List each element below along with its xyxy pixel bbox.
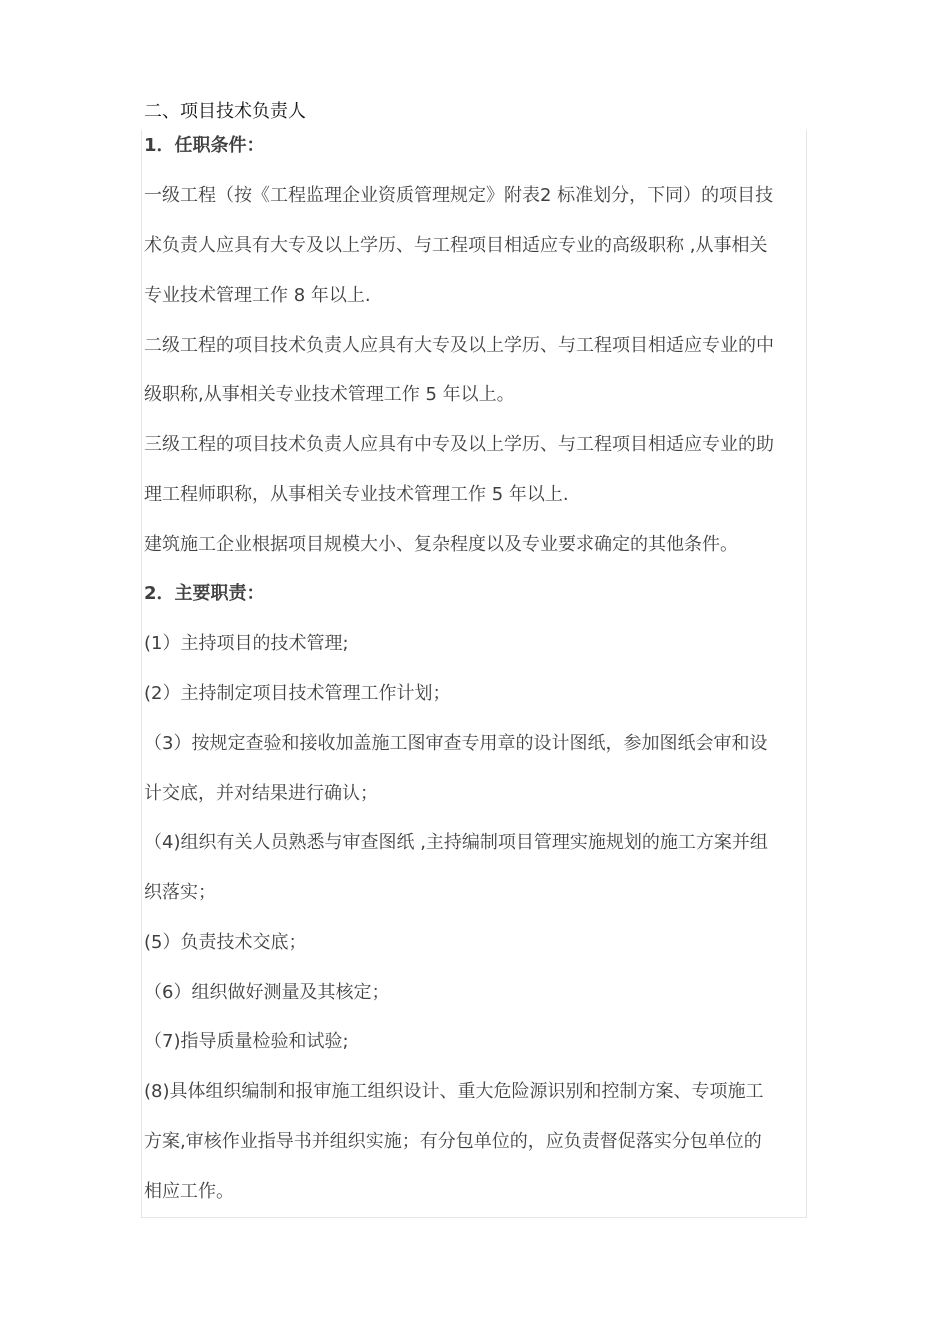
list-item: 计交底，并对结果进行确认；	[144, 783, 378, 804]
list-item: 相应工作。	[144, 1181, 234, 1202]
paragraph-line: 三级工程的项目技术负责人应具有中专及以上学历、与工程项目相适应专业的助	[144, 434, 774, 455]
list-item: （6）组织做好测量及其核定；	[144, 982, 390, 1003]
paragraph-line: 术负责人应具有大专及以上学历、与工程项目相适应专业的高级职称 ,从事相关	[144, 235, 768, 256]
list-item: (2）主持制定项目技术管理工作计划；	[144, 683, 451, 704]
list-item: (5）负责技术交底；	[144, 932, 307, 953]
paragraph-line: 理工程师职称，从事相关专业技术管理工作 5 年以上.	[144, 484, 569, 505]
paragraph-line: 级职称,从事相关专业技术管理工作 5 年以上。	[144, 384, 515, 405]
list-item: (8)具体组织编制和报审施工组织设计、重大危险源识别和控制方案、专项施工	[144, 1081, 764, 1102]
list-item: （7)指导质量检验和试验;	[144, 1031, 349, 1052]
page-heading: 二、项目技术负责人	[144, 101, 306, 122]
paragraph-line: 一级工程（按《工程监理企业资质管理规定》附表2 标准划分，下同）的项目技	[144, 185, 774, 206]
paragraph-line: 建筑施工企业根据项目规模大小、复杂程度以及专业要求确定的其他条件。	[144, 534, 738, 555]
section-title-qualifications: 1．任职条件：	[144, 135, 265, 156]
list-item: 方案,审核作业指导书并组织实施；有分包单位的，应负责督促落实分包单位的	[144, 1131, 762, 1152]
list-item: 织落实；	[144, 882, 216, 903]
list-item: (1）主持项目的技术管理;	[144, 633, 349, 654]
list-item: （3）按规定查验和接收加盖施工图审查专用章的设计图纸，参加图纸会审和设	[144, 733, 768, 754]
paragraph-line: 专业技术管理工作 8 年以上.	[144, 285, 371, 306]
section-title-responsibilities: 2．主要职责：	[144, 583, 265, 604]
list-item: （4)组织有关人员熟悉与审查图纸 ,主持编制项目管理实施规划的施工方案并组	[144, 832, 768, 853]
paragraph-line: 二级工程的项目技术负责人应具有大专及以上学历、与工程项目相适应专业的中	[144, 335, 774, 356]
